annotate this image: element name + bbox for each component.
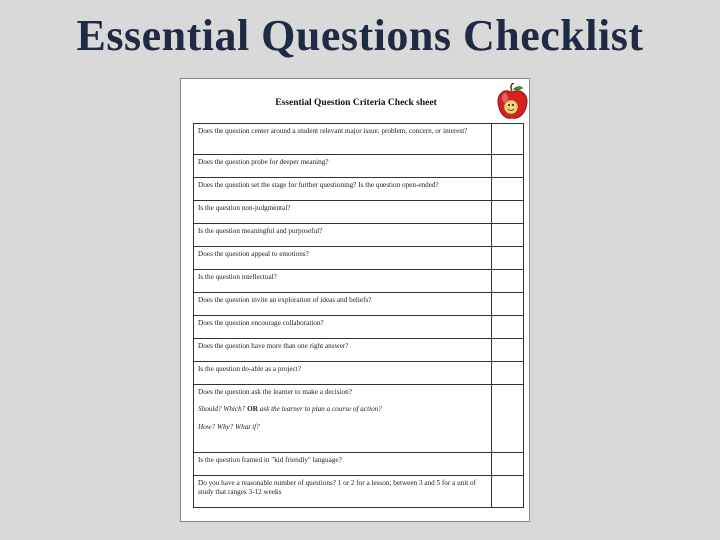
- slide-title: Essential Questions Checklist: [76, 11, 644, 60]
- criteria-question-text: Does the question set the stage for further questioning? Is the question open-ended?: [198, 181, 439, 189]
- criteria-question-text: Is the question do-able as a project?: [198, 365, 301, 373]
- criteria-subline-part: Should? Which?: [198, 404, 248, 413]
- criteria-row: [194, 293, 524, 316]
- criteria-row: [194, 201, 524, 224]
- check-box[interactable]: [492, 339, 524, 362]
- criteria-subline-or: OR: [247, 404, 258, 413]
- check-box[interactable]: [492, 385, 524, 453]
- check-box[interactable]: [492, 270, 524, 293]
- criteria-row: [194, 339, 524, 362]
- criteria-question: [194, 293, 492, 316]
- check-box[interactable]: [492, 453, 524, 476]
- criteria-question-text: Is the question intellectual?: [198, 273, 277, 281]
- criteria-row: [194, 453, 524, 476]
- criteria-question: [194, 339, 492, 362]
- criteria-question: [194, 224, 492, 247]
- check-box[interactable]: [492, 247, 524, 270]
- criteria-row: [194, 155, 524, 178]
- criteria-question: [194, 247, 492, 270]
- criteria-question-text: Does the question probe for deeper meaning?: [198, 158, 329, 166]
- criteria-question: [194, 201, 492, 224]
- check-box[interactable]: [492, 124, 524, 155]
- checklist-sheet: [180, 78, 530, 522]
- criteria-row: [194, 124, 524, 155]
- criteria-question: [194, 453, 492, 476]
- check-box[interactable]: [492, 178, 524, 201]
- criteria-row: [194, 316, 524, 339]
- criteria-question: [194, 362, 492, 385]
- criteria-question-text: Does the question center around a student relevant major issue, problem, concern, or interest?: [198, 127, 468, 135]
- criteria-row: [194, 385, 524, 453]
- criteria-subline: How? Why? What if?: [198, 423, 260, 432]
- criteria-question-text: Do you have a reasonable number of questions? 1 or 2 for a lesson; between 3 and 5 for a unit of study that ranges 3-12 weeks: [198, 479, 477, 496]
- check-box[interactable]: [492, 476, 524, 508]
- check-box[interactable]: [492, 224, 524, 247]
- criteria-row: [194, 476, 524, 508]
- criteria-row: [194, 224, 524, 247]
- criteria-question: [194, 124, 492, 155]
- check-box[interactable]: [492, 201, 524, 224]
- criteria-question: [194, 178, 492, 201]
- criteria-question-text: Is the question non-judgmental?: [198, 204, 291, 212]
- criteria-row: [194, 247, 524, 270]
- criteria-question-text: Does the question ask the learner to make a decision?: [198, 388, 352, 396]
- criteria-question: [194, 476, 492, 508]
- criteria-question: [194, 270, 492, 293]
- sheet-title: Essential Question Criteria Check sheet: [275, 98, 437, 108]
- apple-icon: [495, 83, 529, 121]
- check-box[interactable]: [492, 155, 524, 178]
- criteria-question-text: Does the question appeal to emotions?: [198, 250, 309, 258]
- criteria-subline-part: ask the learner to plan a course of action?: [257, 404, 382, 413]
- criteria-question-text: Does the question have more than one right answer?: [198, 342, 349, 350]
- check-box[interactable]: [492, 293, 524, 316]
- check-box[interactable]: [492, 362, 524, 385]
- criteria-question-text: Is the question meaningful and purposeful?: [198, 227, 323, 235]
- check-box[interactable]: [492, 316, 524, 339]
- criteria-question-text: Does the question encourage collaboration?: [198, 319, 324, 327]
- criteria-question: [194, 155, 492, 178]
- criteria-row: [194, 362, 524, 385]
- criteria-question-text: Is the question framed in "kid friendly" language?: [198, 456, 342, 464]
- criteria-table: [193, 123, 524, 508]
- criteria-question: [194, 316, 492, 339]
- criteria-subline: [198, 405, 487, 414]
- criteria-question-text: Does the question invite an exploration of ideas and beliefs?: [198, 296, 372, 304]
- criteria-row: [194, 270, 524, 293]
- criteria-question: [194, 385, 492, 453]
- criteria-row: [194, 178, 524, 201]
